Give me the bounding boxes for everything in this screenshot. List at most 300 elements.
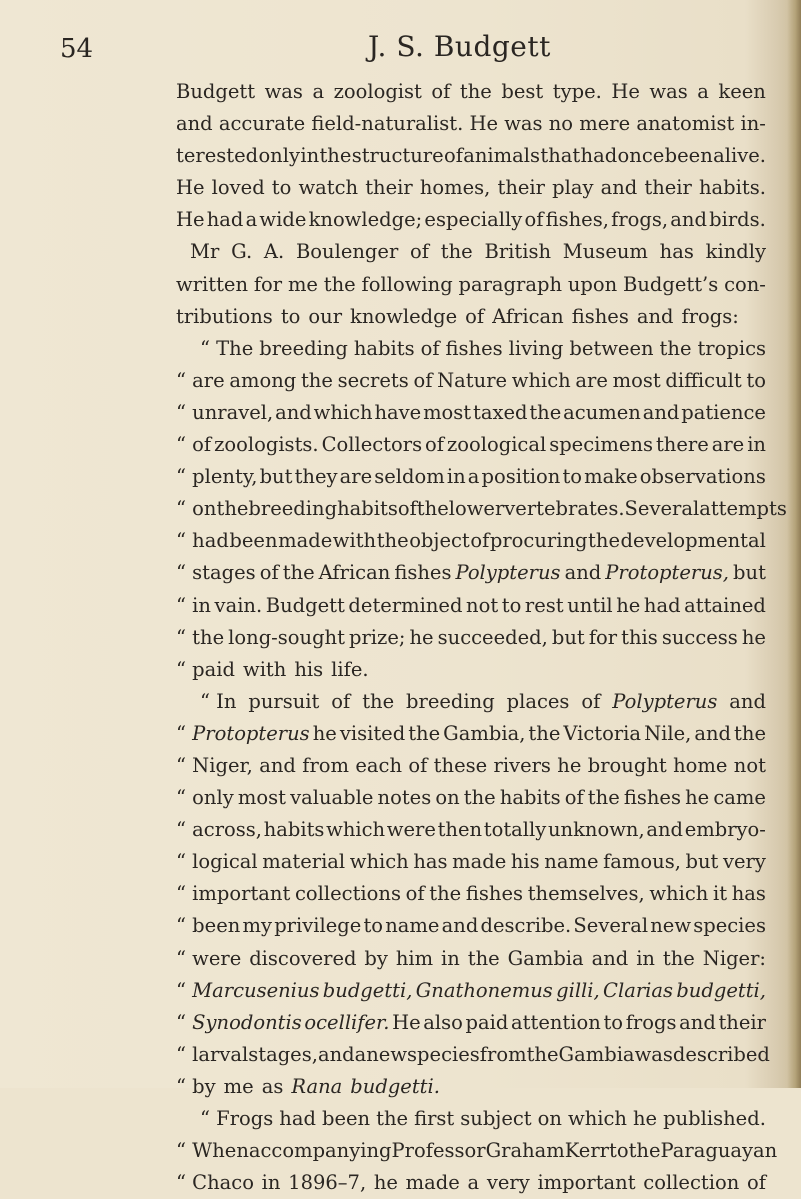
- word: notes: [377, 786, 432, 810]
- word: the: [282, 561, 315, 585]
- word: the: [300, 368, 333, 392]
- word: made: [405, 1171, 460, 1195]
- word: fishes: [445, 336, 503, 360]
- word: first: [414, 1107, 455, 1130]
- word: succeeded,: [437, 625, 548, 649]
- word: very: [486, 1171, 530, 1195]
- word: to: [280, 304, 301, 328]
- text-line: [176, 1071, 766, 1103]
- word: habits: [499, 786, 561, 810]
- word: embryo-: [684, 818, 766, 842]
- word: fishes: [465, 882, 524, 906]
- word: of: [410, 240, 430, 264]
- word: “ Frogs: [200, 1107, 274, 1130]
- word: the: [429, 882, 462, 906]
- word: “ Niger,: [176, 753, 253, 777]
- word: knowledge;: [308, 208, 423, 232]
- word: 1896–7,: [288, 1171, 367, 1195]
- word: of: [405, 882, 425, 906]
- text-line: [176, 1135, 778, 1167]
- word: fishes: [394, 561, 452, 585]
- word: type.: [552, 80, 602, 103]
- word: especially: [424, 208, 523, 232]
- word: rivers: [493, 753, 551, 777]
- word: which: [568, 1107, 627, 1130]
- word: to: [363, 914, 384, 938]
- word: Paraguayan: [660, 1139, 778, 1163]
- word: Rana: [291, 1074, 343, 1098]
- text-line: [176, 846, 766, 878]
- word: position: [481, 465, 561, 489]
- word: attempts: [699, 497, 787, 521]
- word: his: [510, 850, 540, 874]
- word: Gambia,: [443, 721, 526, 745]
- text-line: [176, 301, 766, 333]
- word: budgetti.: [350, 1074, 440, 1098]
- word: there: [655, 433, 709, 457]
- text-line: [176, 525, 766, 557]
- word: “ Chaco: [176, 1171, 254, 1195]
- word: between: [569, 336, 654, 360]
- word: for: [253, 272, 283, 296]
- word: He: [611, 80, 640, 103]
- word: Victoria: [563, 721, 642, 745]
- word: discovered: [249, 946, 357, 970]
- word: me: [287, 272, 318, 296]
- word: life.: [331, 657, 369, 681]
- word: homes,: [419, 176, 491, 200]
- word: the: [416, 497, 449, 521]
- word: the: [529, 400, 562, 424]
- word: mere: [579, 112, 631, 136]
- word: which: [326, 818, 386, 842]
- word: long-sought: [228, 625, 345, 649]
- word: came: [713, 786, 766, 810]
- word: pursuit: [248, 689, 320, 713]
- word: unknown,: [547, 818, 645, 842]
- word: “ In: [200, 689, 237, 713]
- word: are: [339, 465, 373, 489]
- word: have: [374, 400, 422, 424]
- word: had: [206, 208, 244, 232]
- word: upon: [567, 272, 618, 296]
- word: until: [567, 593, 613, 617]
- word: “ Synodontis: [176, 1010, 302, 1034]
- word: paragraph: [458, 272, 563, 296]
- word: the: [323, 272, 356, 296]
- word: of: [443, 144, 463, 168]
- word: Gambia: [558, 1042, 635, 1066]
- text-line: [176, 1039, 770, 1071]
- text-line: [176, 782, 766, 814]
- word: in: [441, 946, 460, 970]
- word: habits.: [698, 176, 766, 200]
- word: to: [603, 1010, 624, 1034]
- word: new: [366, 1042, 408, 1066]
- word: fishes: [571, 304, 629, 328]
- word: not: [733, 753, 766, 777]
- body-text: [176, 76, 787, 1199]
- word: object: [409, 529, 470, 553]
- word: the: [734, 721, 766, 745]
- word: totally: [483, 818, 547, 842]
- word: frogs,: [611, 208, 669, 232]
- word: secrets: [337, 368, 409, 392]
- word: acumen: [563, 400, 641, 424]
- word: Nature: [437, 368, 508, 392]
- text-line: [176, 750, 766, 782]
- word: on: [435, 786, 460, 810]
- word: British: [484, 240, 552, 264]
- page-number: 54: [60, 34, 94, 64]
- word: Graham: [485, 1139, 565, 1163]
- word: new: [650, 914, 692, 938]
- word: the: [628, 1139, 661, 1163]
- word: in: [446, 465, 466, 489]
- word: “ logical: [176, 850, 258, 874]
- word: home: [673, 753, 728, 777]
- word: the: [588, 529, 620, 553]
- word: “ were: [176, 946, 242, 970]
- word: he: [616, 593, 641, 617]
- word: among: [229, 368, 297, 392]
- word: terested: [176, 144, 259, 168]
- word: “ When: [176, 1139, 249, 1163]
- word: species: [407, 1042, 480, 1066]
- word: and: [564, 561, 602, 585]
- word: he: [557, 753, 582, 777]
- word: the: [408, 721, 441, 745]
- word: has: [659, 240, 694, 264]
- text-line: [176, 429, 766, 461]
- word: “ only: [176, 786, 234, 810]
- word: and: [441, 914, 479, 938]
- word: “ Marcusenius: [176, 978, 320, 1002]
- word: “ larval: [176, 1042, 249, 1066]
- word: prize;: [349, 625, 406, 649]
- word: and: [646, 818, 684, 842]
- word: ocellifer.: [304, 1010, 390, 1034]
- word: in: [300, 144, 320, 168]
- word: and: [591, 946, 629, 970]
- word: famous,: [603, 850, 681, 874]
- word: and: [642, 400, 680, 424]
- word: most: [612, 368, 661, 392]
- word: breeding: [259, 336, 348, 360]
- word: the: [662, 946, 695, 970]
- text-line: [176, 365, 766, 397]
- word: in-: [740, 112, 766, 136]
- word: to: [562, 465, 583, 489]
- text-line: [176, 333, 766, 365]
- word: privilege: [274, 914, 362, 938]
- word: themselves,: [527, 882, 645, 906]
- word: he: [312, 721, 337, 745]
- word: zoologist: [333, 80, 422, 103]
- text-line: [176, 236, 766, 268]
- word: determined: [348, 593, 463, 617]
- word: G.: [231, 240, 253, 264]
- word: observations: [639, 465, 766, 489]
- word: “ been: [176, 914, 241, 938]
- text-line: [176, 686, 766, 718]
- word: of: [408, 753, 428, 777]
- word: fishes: [623, 786, 681, 810]
- word: tributions: [176, 304, 273, 328]
- word: of: [470, 529, 490, 553]
- word: habits: [263, 818, 325, 842]
- word: knowledge: [350, 304, 458, 328]
- word: of: [524, 208, 544, 232]
- text-line: [176, 1007, 766, 1039]
- word: the: [216, 497, 249, 521]
- word: the: [319, 144, 352, 168]
- word: him: [395, 946, 434, 970]
- word: their: [365, 176, 413, 200]
- word: of: [746, 1171, 766, 1195]
- word: and: [670, 208, 707, 232]
- word: been: [321, 1107, 371, 1130]
- word: with: [243, 657, 287, 681]
- word: African: [492, 304, 564, 328]
- word: was: [649, 80, 688, 103]
- word: Mr: [190, 240, 220, 264]
- word: breeding: [406, 689, 495, 713]
- word: my: [242, 914, 272, 938]
- word: breeding: [248, 497, 338, 521]
- word: developmental: [620, 529, 766, 553]
- word: following: [361, 272, 453, 296]
- word: “ on: [176, 497, 217, 521]
- text-line: [176, 108, 766, 140]
- word: the: [528, 721, 561, 745]
- word: from: [479, 1042, 527, 1066]
- word: of: [425, 433, 445, 457]
- word: He: [176, 176, 205, 200]
- word: living: [508, 336, 564, 360]
- word: a: [354, 1042, 367, 1066]
- word: species: [693, 914, 766, 938]
- word: budgetti,: [322, 978, 413, 1002]
- word: kindly: [705, 240, 766, 264]
- word: Budgett’s: [622, 272, 719, 296]
- word: keen: [718, 80, 766, 103]
- word: visited: [339, 721, 406, 745]
- word: tropics: [697, 336, 766, 360]
- word: to: [501, 593, 522, 617]
- word: then: [437, 818, 483, 842]
- word: Boulenger: [295, 240, 399, 264]
- word: brought: [587, 753, 667, 777]
- word: in: [636, 946, 655, 970]
- word: the: [440, 240, 473, 264]
- word: by: [364, 946, 388, 970]
- word: was: [504, 112, 543, 136]
- word: gilli,: [556, 978, 600, 1002]
- page-edge-shadow: [787, 0, 801, 1088]
- word: that: [540, 144, 581, 168]
- word: budgetti,: [676, 978, 766, 1002]
- word: of: [397, 497, 417, 521]
- word: zoological: [446, 433, 547, 457]
- word: of: [564, 786, 584, 810]
- word: he: [685, 786, 710, 810]
- word: are: [575, 368, 608, 392]
- word: subject: [460, 1107, 532, 1130]
- word: vertebrates.: [504, 497, 625, 521]
- word: Museum: [562, 240, 648, 264]
- word: “ had: [176, 529, 229, 553]
- word: anatomist: [636, 112, 735, 136]
- word: collection: [643, 1171, 740, 1195]
- text-line: [176, 204, 766, 236]
- word: Budgett: [176, 80, 256, 103]
- word: Kerr: [564, 1139, 609, 1163]
- word: of: [581, 689, 601, 713]
- text-line: [176, 172, 766, 204]
- text-line: [176, 943, 766, 975]
- word: alive.: [713, 144, 766, 168]
- word: habits: [353, 336, 415, 360]
- word: “ across,: [176, 818, 262, 842]
- text-line: [176, 718, 766, 750]
- word: to: [746, 368, 766, 392]
- word: he: [741, 625, 766, 649]
- word: of: [259, 561, 279, 585]
- word: “ Protopterus: [176, 721, 310, 745]
- word: on: [537, 1107, 562, 1130]
- word: was: [264, 80, 303, 103]
- word: which: [649, 882, 709, 906]
- word: “ plenty,: [176, 465, 258, 489]
- word: their: [644, 176, 692, 200]
- text-line: [176, 269, 766, 301]
- word: and: [679, 1010, 716, 1034]
- word: he: [409, 625, 434, 649]
- word: of: [420, 336, 440, 360]
- word: He: [469, 112, 499, 136]
- word: animals: [463, 144, 541, 168]
- word: had: [279, 1107, 316, 1130]
- word: birds.: [709, 208, 766, 232]
- word: frogs:: [681, 304, 739, 328]
- word: “ unravel,: [176, 400, 274, 424]
- word: material: [262, 850, 346, 874]
- word: to: [609, 1139, 629, 1163]
- word: most: [423, 400, 472, 424]
- word: these: [433, 753, 488, 777]
- word: and: [600, 176, 638, 200]
- word: which: [511, 368, 571, 392]
- word: procuring: [489, 529, 588, 553]
- word: “ paid: [176, 657, 235, 681]
- word: and: [636, 304, 674, 328]
- word: the: [459, 80, 492, 103]
- word: had: [643, 593, 681, 617]
- word: habits: [337, 497, 398, 521]
- word: was: [634, 1042, 673, 1066]
- word: he: [373, 1171, 398, 1195]
- word: a: [467, 465, 480, 489]
- word: a: [697, 80, 709, 103]
- word: it: [712, 882, 728, 906]
- word: and: [729, 689, 766, 713]
- word: best: [501, 80, 544, 103]
- word: “ important: [176, 882, 291, 906]
- word: vain.: [214, 593, 263, 617]
- word: in: [261, 1171, 281, 1195]
- word: structure: [351, 144, 444, 168]
- word: but: [551, 625, 585, 649]
- word: the: [467, 946, 500, 970]
- word: valuable: [290, 786, 374, 810]
- word: Protopterus,: [605, 561, 729, 585]
- word: wide: [259, 208, 307, 232]
- word: specimens: [549, 433, 653, 457]
- word: frogs: [625, 1010, 677, 1034]
- word: “ are: [176, 368, 225, 392]
- word: their: [718, 1010, 766, 1034]
- word: Niger:: [702, 946, 766, 970]
- word: had: [580, 144, 618, 168]
- word: Nile,: [644, 721, 692, 745]
- word: and: [259, 753, 296, 777]
- text-line: [176, 1167, 766, 1199]
- word: they: [294, 465, 338, 489]
- word: “ of: [176, 433, 212, 457]
- word: attention: [511, 1010, 601, 1034]
- word: which: [349, 850, 409, 874]
- word: were: [386, 818, 436, 842]
- word: to: [271, 176, 292, 200]
- word: describe.: [480, 914, 572, 938]
- word: a: [245, 208, 258, 232]
- word: name: [385, 914, 440, 938]
- word: field-naturalist.: [311, 112, 464, 136]
- word: me: [223, 1074, 254, 1098]
- word: A.: [263, 240, 285, 264]
- word: in: [747, 433, 766, 457]
- word: “ The: [200, 336, 254, 360]
- word: Clarias: [603, 978, 674, 1002]
- word: been: [229, 529, 278, 553]
- text-line: [176, 654, 766, 686]
- word: name: [544, 850, 599, 874]
- word: written: [176, 272, 249, 296]
- word: their: [497, 176, 545, 200]
- word: our: [308, 304, 343, 328]
- word: Polypterus: [612, 689, 718, 713]
- word: accompanying: [248, 1139, 392, 1163]
- word: but: [733, 561, 766, 585]
- word: important: [537, 1171, 636, 1195]
- word: a: [467, 1171, 480, 1195]
- word: paid: [465, 1010, 509, 1034]
- word: from: [302, 753, 350, 777]
- running-title: J. S. Budgett: [368, 30, 551, 63]
- text-line: [176, 493, 787, 525]
- word: lower: [448, 497, 505, 521]
- word: play: [552, 176, 594, 200]
- word: patience: [681, 400, 766, 424]
- text-line: [176, 814, 766, 846]
- text-line: [176, 590, 766, 622]
- word: and: [176, 112, 213, 136]
- word: most: [237, 786, 286, 810]
- word: the: [376, 1107, 409, 1130]
- page-header: [0, 28, 801, 68]
- word: “ the: [176, 625, 225, 649]
